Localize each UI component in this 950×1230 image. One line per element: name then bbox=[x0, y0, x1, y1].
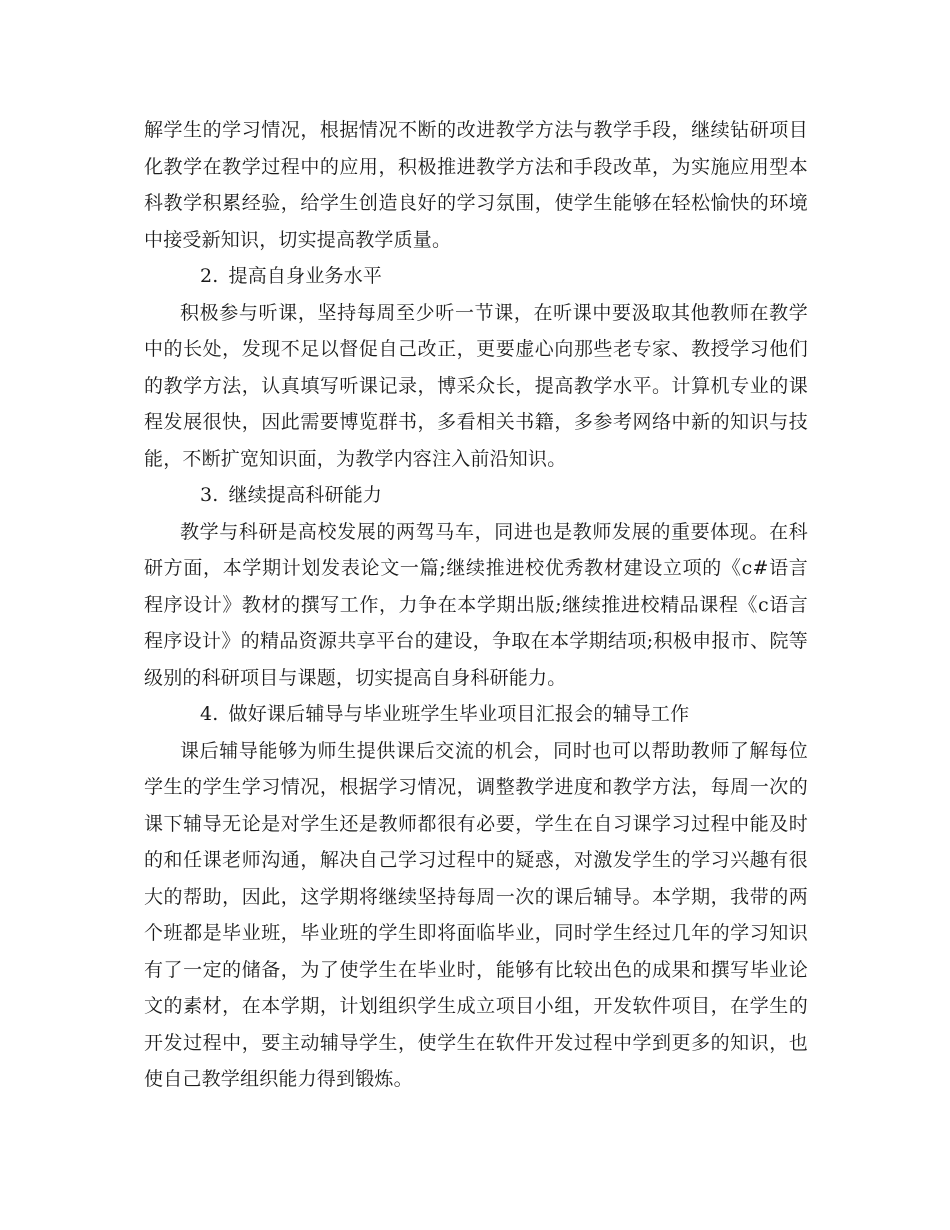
section-heading-2 bbox=[144, 258, 808, 295]
section-number-2: 2. bbox=[200, 265, 219, 287]
paragraph-section-2: 积极参与听课，坚持每周至少听一节课，在听课中要汲取其他教师在教学中的长处，发现不足以督促自己改正，更要虚心向那些老专家、教授学习他们的教学方法，认真填写听课记录，博采众长，提高教学水平。计算机专业的课程发展很快，因此需要博览群书，多看相关书籍，多参考网络中新的知识与技能，不断扩宽知识面，为教学内容注入前沿知识。 bbox=[144, 301, 808, 470]
section-title-4: 做好课后辅导与毕业班学生毕业项目汇报会的辅导工作 bbox=[228, 703, 690, 725]
section-heading-4 bbox=[144, 696, 808, 733]
paragraph-intro-continuation: 解学生的学习情况，根据情况不断的改进教学方法与教学手段，继续钻研项目化教学在教学过程中的应用，积极推进教学方法和手段改革，为实施应用型本科教学积累经验，给学生创造良好的学习氛围，使学生能够在轻松愉快的环境中接受新知识，切实提高教学质量。 bbox=[144, 119, 808, 251]
section-number-4: 4. bbox=[200, 703, 219, 725]
paragraph-section-4: 课后辅导能够为师生提供课后交流的机会，同时也可以帮助教师了解每位学生的学生学习情况，根据学习情况，调整教学进度和教学方法，每周一次的课下辅导无论是对学生还是教师都很有必要，学生在自习课学习过程中能及时的和任课老师沟通，解决自己学习过程中的疑惑，对激发学生的学习兴趣有很大的帮助，因此，这学期将继续坚持每周一次的课后辅导。本学期，我带的两个班都是毕业班，毕业班的学生即将面临毕业，同时学生经过几年的学习知识有了一定的储备，为了使学生在毕业时，能够有比较出色的成果和撰写毕业论文的素材，在本学期，计划组织学生成立项目小组，开发软件项目，在学生的开发过程中，要主动辅导学生，使学生在软件开发过程中学到更多的知识，也使自己教学组织能力得到锻炼。 bbox=[144, 739, 808, 1090]
section-title-2: 提高自身业务水平 bbox=[228, 265, 383, 287]
paragraph-section-3: 教学与科研是高校发展的两驾马车，同进也是教师发展的重要体现。在科研方面，本学期计划发表论文一篇;继续推进校优秀教材建设立项的《c#语言程序设计》教材的撰写工作，力争在本学期出版;继续推进校精品课程《c语言程序设计》的精品资源共享平台的建设，争取在本学期结项;积极申报市、院等级别的科研项目与课题，切实提高自身科研能力。 bbox=[144, 520, 808, 689]
section-heading-3 bbox=[144, 477, 808, 514]
section-number-3: 3. bbox=[200, 484, 219, 506]
document-page bbox=[144, 112, 808, 1098]
section-title-3: 继续提高科研能力 bbox=[228, 484, 383, 506]
